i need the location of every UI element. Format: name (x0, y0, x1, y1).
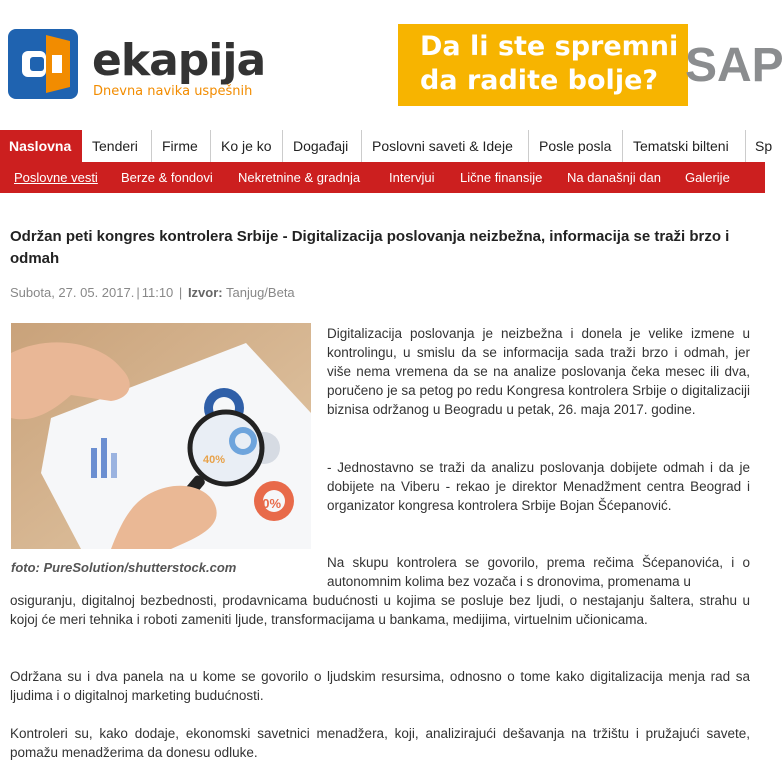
logo-wordmark[interactable]: ekapija (92, 35, 266, 86)
nav-item-dogadjaji[interactable]: Događaji (283, 130, 362, 162)
banner-line-2: da radite bolje? (420, 65, 659, 96)
main-navigation (0, 130, 773, 166)
photo-label-60: 60% (255, 496, 282, 511)
banner-line-1: Da li ste spremni (420, 31, 679, 62)
photo-label-40: 40% (203, 454, 226, 466)
photo-caption: foto: PureSolution/shutterstock.com (11, 560, 237, 575)
nav-item-tenderi[interactable]: Tenderi (82, 130, 152, 162)
subnav-item-berze[interactable]: Berze & fondovi (121, 170, 213, 185)
banner-brand: SAP (685, 39, 784, 92)
article-source: Tanjug/Beta (226, 285, 295, 300)
article-time: 11:10 (141, 285, 174, 300)
article-meta: Subota, 27. 05. 2017. | 11:10 | Izvor: Tanjug/Beta (10, 285, 295, 300)
nav-item-ko-je-ko[interactable]: Ko je ko (211, 130, 283, 162)
logo-tagline: Dnevna navika uspešnih (93, 84, 253, 99)
nav-item-posle-posla[interactable]: Posle posla (529, 130, 623, 162)
article-paragraph-3-part-1: Na skupu kontrolera se govorilo, prema rečima Šćepanovića, i o autonomnim kolima bez vozača i s dronovima, promenama u (327, 555, 750, 589)
nav-item-naslovna[interactable]: Naslovna (0, 130, 82, 162)
article-title: Održan peti kongres kontrolera Srbije - Digitalizacija poslovanja neizbežna, informacija se traži brzo i odmah (10, 228, 730, 267)
subnav-item-na-danasnji-dan[interactable]: Na današnji dan (567, 170, 661, 185)
nav-item-tematski-bilteni[interactable]: Tematski bilteni (623, 130, 746, 162)
nav-item-poslovni-saveti[interactable]: Poslovni saveti & Ideje (362, 130, 529, 162)
sap-ad-banner[interactable] (398, 24, 784, 106)
subnav-item-licne-finansije[interactable]: Lične finansije (460, 170, 543, 185)
article-photo (11, 323, 311, 549)
nav-item-sport[interactable]: Sp (755, 138, 773, 154)
sub-navigation (0, 166, 765, 193)
subnav-item-galerije[interactable]: Galerije (685, 170, 730, 185)
subnav-item-poslovne-vesti[interactable]: Poslovne vesti (14, 170, 98, 185)
ekapija-logo-icon[interactable] (8, 29, 78, 99)
site-header (0, 0, 784, 130)
article-paragraph-1: Digitalizacija poslovanja je neizbežna i donela je velike izmene u kontrolingu, u smislu da se informacija sada traži brzo i odmah, jer više nema vremena da se na analize poslovanja čeka mesec ili dva, poručeno je sa petog po redu Kongresa kontrolera Srbije o digitalizaciji biznisa održanog u Beogradu u petak, 26. maja 2017. godine. (327, 326, 750, 417)
article-paragraph-4: Održana su i dva panela na u kome se govorilo o ljudskim resursima, odnosno o tome kako digitalizacija menja rad sa ljudima i o digitalnoj marketing budućnosti. (10, 669, 750, 703)
article-date: Subota, 27. 05. 2017. (10, 285, 135, 300)
nav-item-firme[interactable]: Firme (152, 130, 211, 162)
subnav-item-intervjui[interactable]: Intervjui (389, 170, 435, 185)
subnav-item-nekretnine[interactable]: Nekretnine & gradnja (238, 170, 361, 185)
source-label: Izvor: (187, 285, 223, 300)
article-paragraph-5: Kontroleri su, kako dodaje, ekonomski savetnici menadžera, koji, analizirajući dešavanja na tržištu i pružajući savete, pomažu menadžerima da donesu odluke. (10, 726, 750, 760)
article-paragraph-2: - Jednostavno se traži da analizu poslovanja dobijete odmah i da je dobijete na Viberu - rekao je direktor Menadžment centra Beograd i organizator kongresa kontrolera Srbije Bojan Šćepanović. (327, 460, 750, 513)
article-paragraph-3-part-2: osiguranju, digitalnoj bezbednosti, prodavnicama budućnosti u kojima se posluje bez ljudi, o nestajanju šaltera, strahu u kojoj će meri tehnika i roboti zameniti ljude, transformacijama u bankama, medijima, virtuelnim učionicama. (10, 593, 750, 627)
